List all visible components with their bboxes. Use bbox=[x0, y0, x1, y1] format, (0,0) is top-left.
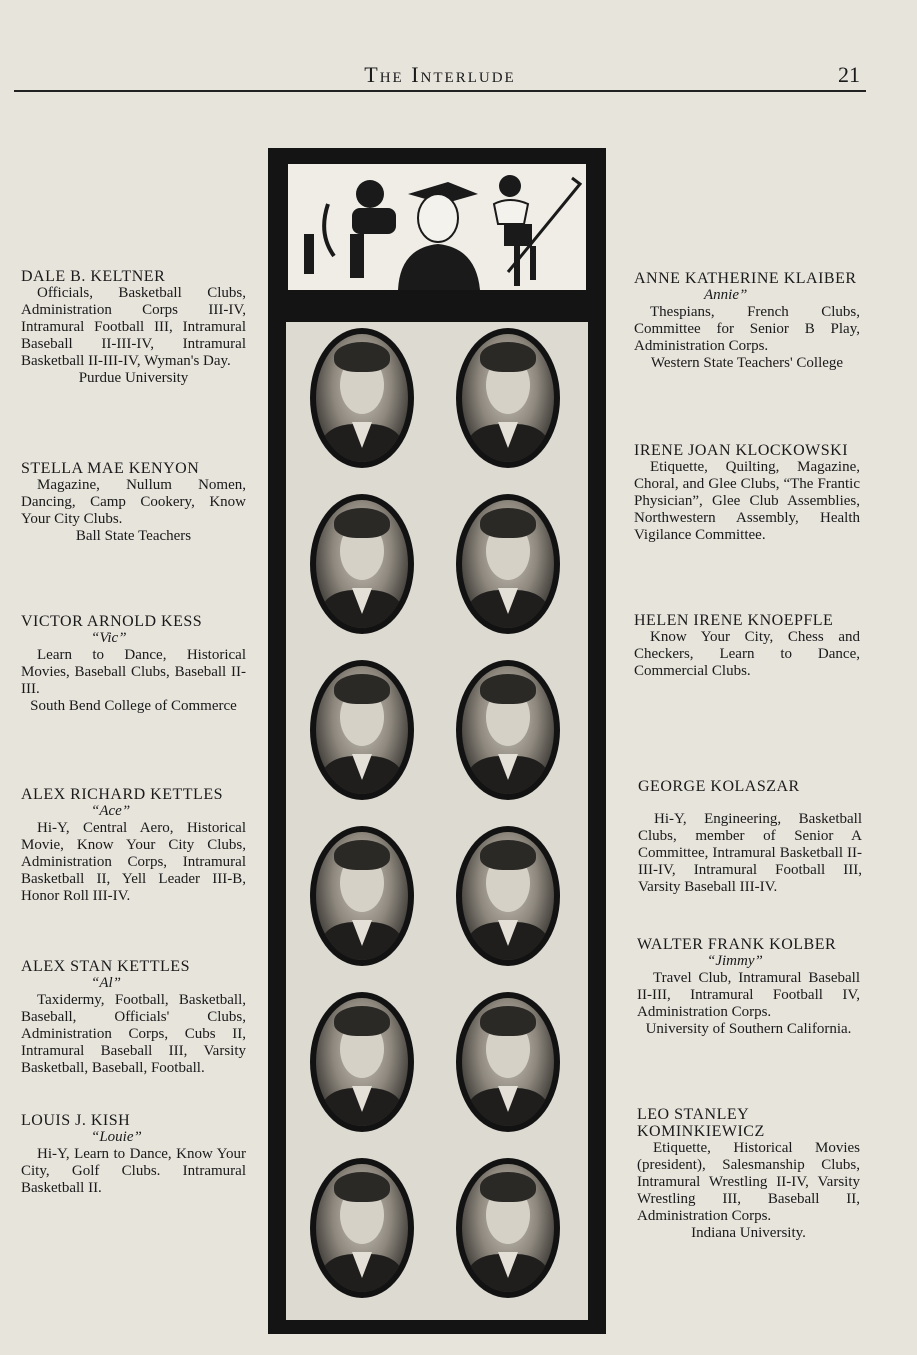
student-name: DALE B. KELTNER bbox=[21, 268, 166, 285]
portrait-knoepfle bbox=[456, 660, 560, 800]
student-activities: Learn to Dance, Historical Movies, Baseball Clubs, Baseball II-III. bbox=[21, 647, 246, 697]
student-activities: Hi-Y, Learn to Dance, Know Your City, Golf Clubs. Intramural Basketball II. bbox=[21, 1146, 246, 1196]
page-number: 21 bbox=[838, 62, 860, 87]
student-name: WALTER FRANK KOLBER bbox=[637, 936, 837, 953]
student-activities: Etiquette, Quilting, Magazine, Choral, and Glee Clubs, “The Frantic Physician”, Glee Club Assemblies, Northwestern Assembly, Health Vigilance Committee. bbox=[634, 459, 860, 543]
student-name: VICTOR ARNOLD KESS bbox=[21, 613, 203, 630]
student-entry bbox=[21, 786, 246, 905]
student-name: STELLA MAE KENYON bbox=[21, 460, 200, 477]
student-activities: Magazine, Nullum Nomen, Dancing, Camp Cookery, Know Your City Clubs. bbox=[21, 477, 246, 527]
student-entry bbox=[21, 268, 246, 387]
student-entry bbox=[637, 1106, 860, 1242]
student-entry bbox=[21, 1112, 246, 1197]
portrait-alex-richard-kettles bbox=[310, 826, 414, 966]
student-activities: Thespians, French Clubs, Committee for Senior B Play, Administration Corps. bbox=[634, 304, 860, 354]
portrait-kess bbox=[310, 660, 414, 800]
portrait-keltner bbox=[310, 328, 414, 468]
student-entry bbox=[638, 778, 862, 896]
publication-title: The Interlude bbox=[364, 62, 516, 87]
student-entry bbox=[21, 958, 246, 1077]
student-entry bbox=[634, 270, 860, 372]
student-activities: Hi-Y, Engineering, Basketball Clubs, member of Senior A Committee, Intramural Basketball II-III-IV, Intramural Football III, Varsity Baseball III-IV. bbox=[638, 811, 862, 895]
student-nickname: “Ace” bbox=[91, 803, 131, 819]
student-college: South Bend College of Commerce bbox=[30, 698, 237, 714]
student-college: Indiana University. bbox=[691, 1225, 806, 1241]
portrait-klockowski bbox=[456, 494, 560, 634]
student-entry bbox=[21, 613, 246, 715]
student-nickname: “Vic” bbox=[91, 630, 127, 646]
student-entry bbox=[637, 936, 860, 1038]
student-name: ALEX RICHARD KETTLES bbox=[21, 786, 223, 803]
decorative-illustration bbox=[288, 164, 586, 290]
student-activities: Etiquette, Historical Movies (president), Salesmanship Clubs, Intramural Wrestling II-IV, Varsity Wrestling III, Baseball II, Administration Corps. bbox=[637, 1140, 860, 1224]
student-activities: Know Your City, Chess and Checkers, Learn to Dance, Commercial Clubs. bbox=[634, 629, 860, 679]
student-entry bbox=[634, 612, 860, 680]
illustration-graphic bbox=[288, 164, 586, 290]
student-nickname: Annie” bbox=[704, 287, 748, 303]
student-activities: Travel Club, Intramural Baseball II-III, Intramural Football IV, Administration Corps. bbox=[637, 970, 860, 1020]
student-name: ANNE KATHERINE KLAIBER bbox=[634, 270, 857, 287]
student-nickname: “Al” bbox=[91, 975, 122, 991]
student-nickname: “Louie” bbox=[91, 1129, 142, 1145]
portrait-kenyon bbox=[310, 494, 414, 634]
student-name: IRENE JOAN KLOCKOWSKI bbox=[634, 442, 849, 459]
student-name: ALEX STAN KETTLES bbox=[21, 958, 190, 975]
helmet-icon bbox=[356, 180, 384, 208]
portrait-kish bbox=[310, 1158, 414, 1298]
student-college: Ball State Teachers bbox=[75, 528, 192, 544]
student-entry bbox=[634, 442, 860, 544]
student-name: GEORGE KOLASZAR bbox=[638, 778, 800, 795]
portrait-alex-stan-kettles bbox=[310, 992, 414, 1132]
student-college: Purdue University bbox=[78, 370, 189, 386]
student-nickname: “Jimmy” bbox=[707, 953, 763, 969]
student-name: HELEN IRENE KNOEPFLE bbox=[634, 612, 834, 629]
portrait-kominkiewicz bbox=[456, 1158, 560, 1298]
page-header bbox=[14, 58, 866, 92]
student-college: Western State Teachers' College bbox=[650, 355, 844, 371]
student-entry bbox=[21, 460, 246, 545]
portrait-kolaszar bbox=[456, 826, 560, 966]
student-activities: Hi-Y, Central Aero, Historical Movie, Know Your City Clubs, Administration Corps, Intramural Basketball II, Yell Leader III-B, Honor Roll III-IV. bbox=[21, 820, 246, 904]
student-name: LOUIS J. KISH bbox=[21, 1112, 131, 1129]
portrait-klaiber bbox=[456, 328, 560, 468]
student-activities: Taxidermy, Football, Basketball, Baseball, Officials' Clubs, Administration Corps, Cubs II, Intramural Baseball III, Varsity Basketball, Baseball, Football. bbox=[21, 992, 246, 1076]
student-college: University of Southern California. bbox=[645, 1021, 852, 1037]
portrait-kolber bbox=[456, 992, 560, 1132]
student-activities: Officials, Basketball Clubs, Administration Corps III-IV, Intramural Football III, Intramural Baseball II-III-IV, Intramural Basketball II-III-IV, Wyman's Day. bbox=[21, 285, 246, 369]
student-name: LEO STANLEY KOMINKIEWICZ bbox=[637, 1106, 765, 1140]
